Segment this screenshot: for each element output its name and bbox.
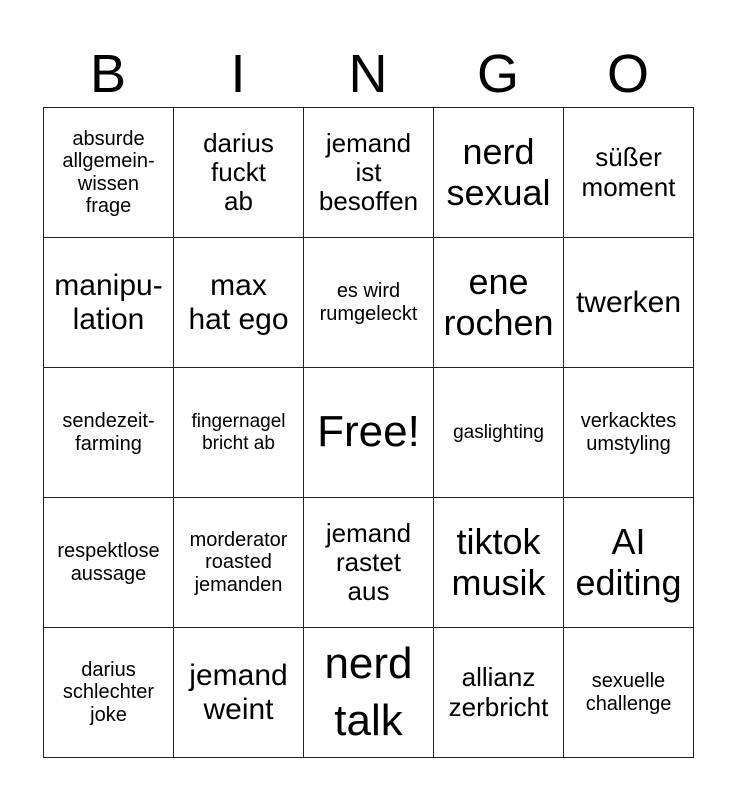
cell-label: jemand ist besoffen [318, 127, 419, 217]
bingo-cell[interactable] [174, 628, 304, 758]
cell-label: respektlose aussage [57, 540, 160, 585]
bingo-cell[interactable] [304, 238, 434, 368]
bingo-cell[interactable] [174, 368, 304, 498]
cell-label: darius schlechter joke [62, 658, 155, 726]
bingo-header [43, 40, 693, 108]
bingo-cell[interactable] [564, 108, 694, 238]
bingo-cell[interactable] [44, 498, 174, 628]
cell-label: manipu- lation [54, 268, 163, 336]
header-letter-g: G [476, 44, 519, 104]
cell-label: jemand rastet aus [325, 517, 412, 607]
cell-label: süßer moment [581, 142, 676, 202]
bingo-cell[interactable] [304, 108, 434, 238]
board-row-4 [44, 498, 694, 628]
bingo-cell[interactable] [564, 368, 694, 498]
bingo-cell[interactable] [434, 238, 564, 368]
cell-label: morderator roasted jemanden [189, 528, 288, 596]
cell-label: sendezeit- farming [62, 410, 155, 455]
bingo-cell[interactable] [434, 498, 564, 628]
free-space-label: Free! [317, 407, 420, 457]
bingo-cell[interactable] [304, 628, 434, 758]
bingo-cell[interactable] [44, 368, 174, 498]
bingo-cell[interactable] [44, 628, 174, 758]
cell-label: max hat ego [188, 268, 289, 336]
board-row-3 [44, 368, 694, 498]
cell-label: gaslighting [453, 421, 544, 443]
bingo-cell[interactable] [174, 238, 304, 368]
cell-label: nerd sexual [446, 131, 551, 213]
bingo-cell[interactable] [434, 628, 564, 758]
board-row-5 [44, 628, 694, 758]
bingo-cell[interactable] [564, 628, 694, 758]
bingo-cell[interactable] [434, 368, 564, 498]
cell-label: verkacktes umstyling [580, 410, 677, 455]
cell-label: jemand weint [189, 658, 288, 726]
cell-label: tiktok musik [451, 521, 546, 603]
cell-label: sexuelle challenge [585, 670, 672, 715]
bingo-cell[interactable] [174, 498, 304, 628]
bingo-board [43, 107, 694, 758]
cell-label: darius fuckt ab [203, 127, 274, 217]
header-letter-n: N [348, 44, 388, 104]
cell-label: fingernagel bricht ab [191, 411, 286, 454]
header-letter-o: O [606, 44, 649, 104]
bingo-cell[interactable] [174, 108, 304, 238]
bingo-cell[interactable] [304, 498, 434, 628]
cell-label: allianz zerbricht [448, 662, 549, 722]
cell-label: absurde allgemein- wissen frage [62, 127, 155, 217]
bingo-cell[interactable] [564, 238, 694, 368]
bingo-cell[interactable] [44, 238, 174, 368]
bingo-cell[interactable] [564, 498, 694, 628]
bingo-cell[interactable] [434, 108, 564, 238]
cell-label: twerken [575, 285, 682, 319]
cell-label: AI editing [575, 521, 682, 603]
cell-label: nerd talk [324, 639, 413, 745]
cell-label: ene rochen [443, 261, 554, 343]
board-row-1 [44, 108, 694, 238]
header-letter-i: I [230, 44, 246, 104]
bingo-cell[interactable] [44, 108, 174, 238]
cell-label: es wird rumgeleckt [319, 280, 418, 325]
free-space-cell[interactable] [304, 368, 434, 498]
board-row-2 [44, 238, 694, 368]
header-letter-b: B [89, 44, 127, 104]
